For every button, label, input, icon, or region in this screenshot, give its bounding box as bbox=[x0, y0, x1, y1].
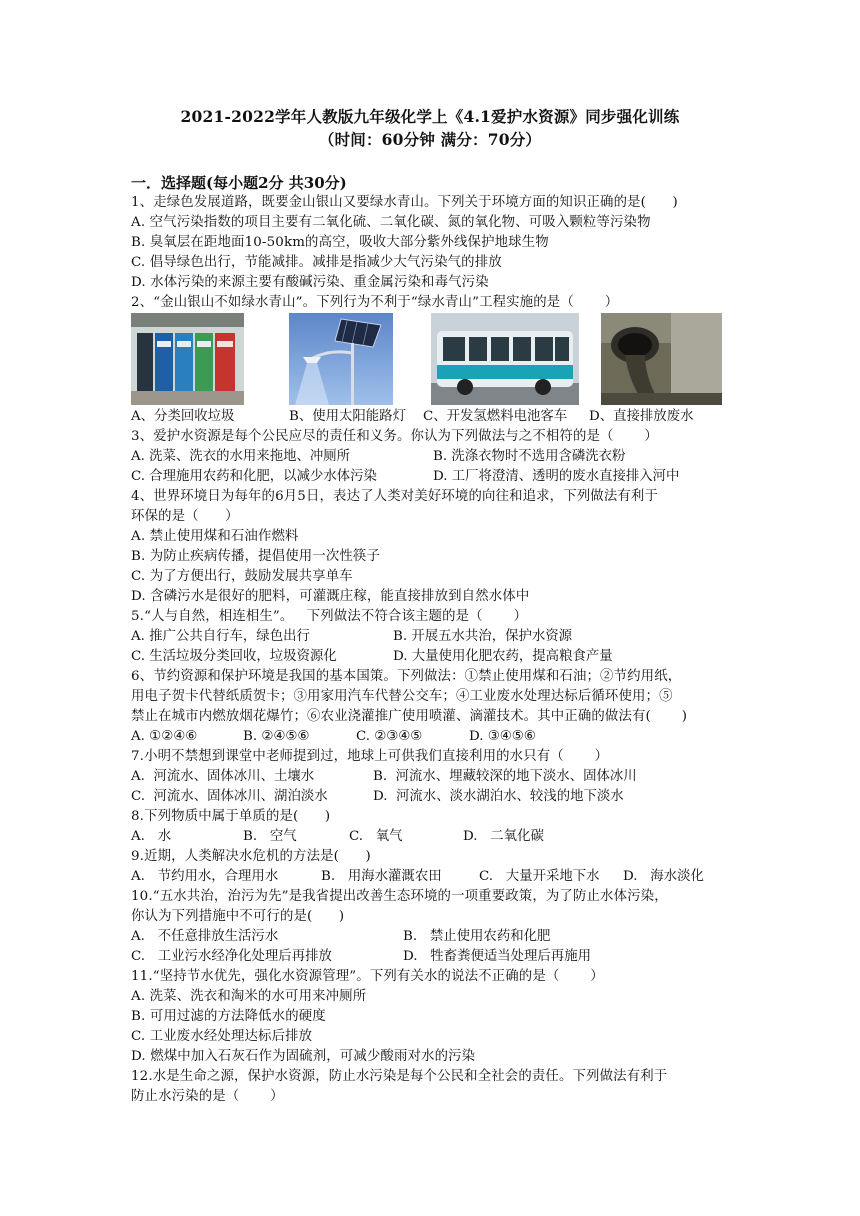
question-5-options-cd bbox=[131, 647, 731, 667]
question-3-option-a: A. 洗菜、洗衣的水用来拖地、冲厕所 bbox=[131, 449, 351, 464]
solar-street-light-image bbox=[289, 313, 393, 405]
question-4-option-b: B. 为防止疾病传播，提倡使用一次性筷子 bbox=[131, 549, 380, 564]
question-11-option-b: B. 可用过滤的方法降低水的硬度 bbox=[131, 1009, 326, 1024]
question-4-stem-line-1: 4、世界环境日为每年的6月5日，表达了人类对美好环境的向往和追求，下列做法有利于 bbox=[131, 489, 659, 504]
question-11-stem: 11.“坚持节水优先，强化水资源管理”。下列有关水的说法不正确的是（ ） bbox=[131, 969, 604, 984]
question-2-stem: 2、“金山银山不如绿水青山”。下列行为不利于“绿水青山”工程实施的是（ ） bbox=[131, 295, 619, 310]
question-3-options-cd bbox=[131, 467, 731, 487]
question-7-option-d: D. 河流水、淡水湖泊水、较浅的地下淡水 bbox=[373, 789, 624, 804]
question-1-stem: 1、走绿色发展道路，既要金山银山又要绿水青山。下列关于环境方面的知识正确的是( ) bbox=[131, 195, 678, 210]
question-11-option-d: D. 燃煤中加入石灰石作为固硫剂，可减少酸雨对水的污染 bbox=[131, 1049, 476, 1064]
question-9-options bbox=[131, 867, 751, 887]
question-6-stem-line-2: 用电子贺卡代替纸质贺卡；③用家用汽车代替公交车；④工业废水处理达标后循环使用；⑤ bbox=[131, 689, 673, 704]
question-11-option-c: C. 工业废水经处理达标后排放 bbox=[131, 1029, 313, 1044]
question-10-option-a: A. 不任意排放生活污水 bbox=[131, 929, 279, 944]
question-9-option-b: B. 用海水灌溉农田 bbox=[321, 869, 442, 884]
question-3-option-c: C. 合理施用农药和化肥，以减少水体污染 bbox=[131, 469, 377, 484]
question-8-option-c: C. 氧气 bbox=[349, 829, 403, 844]
question-2-option-b: B、使用太阳能路灯 bbox=[289, 409, 406, 424]
question-10-stem-line-2: 你认为下列措施中不可行的是( ) bbox=[131, 909, 345, 924]
wastewater-pipe-image bbox=[601, 313, 722, 405]
question-2-options bbox=[131, 407, 731, 427]
question-4-option-a: A. 禁止使用煤和石油作燃料 bbox=[131, 529, 299, 544]
question-9-option-a: A. 节约用水，合理用水 bbox=[131, 869, 279, 884]
question-1-option-d: D. 水体污染的来源主要有酸碱污染、重金属污染和毒气污染 bbox=[131, 275, 489, 290]
question-7-stem: 7.小明不禁想到课堂中老师提到过，地球上可供我们直接利用的水只有（ ） bbox=[131, 749, 609, 764]
question-2-option-d: D、直接排放废水 bbox=[589, 409, 694, 424]
question-3-option-b: B. 洗涤衣物时不选用含磷洗衣粉 bbox=[433, 449, 626, 464]
question-4-option-c: C. 为了方便出行，鼓励发展共享单车 bbox=[131, 569, 353, 584]
document-title: 2021-2022学年人教版九年级化学上《4.1爱护水资源》同步强化训练 bbox=[180, 107, 680, 126]
question-10-option-c: C. 工业污水经净化处理后再排放 bbox=[131, 949, 332, 964]
question-3-options-ab bbox=[131, 447, 731, 467]
question-8-stem: 8.下列物质中属于单质的是( ) bbox=[131, 809, 331, 824]
question-10-stem-line-1: 10.“五水共治，治污为先”是我省提出改善生态环境的一项重要政策，为了防止水体污染， bbox=[131, 889, 668, 904]
question-6-options bbox=[131, 727, 731, 747]
question-7-option-a: A. 河流水、固体冰川、土壤水 bbox=[131, 769, 315, 784]
question-3-option-d: D. 工厂将澄清、透明的废水直接排入河中 bbox=[433, 469, 680, 484]
question-6-option-c: C. ②③④⑤ bbox=[356, 729, 423, 744]
question-5-stem: 5.“人与自然，相连相生”。 下列做法不符合该主题的是（ ） bbox=[131, 609, 528, 624]
question-8-options bbox=[131, 827, 731, 847]
question-6-option-d: D. ③④⑤⑥ bbox=[469, 729, 536, 744]
question-11-option-a: A. 洗菜、洗衣和淘米的水可用来冲厕所 bbox=[131, 989, 367, 1004]
question-8-option-b: B. 空气 bbox=[243, 829, 297, 844]
question-8-option-d: D. 二氧化碳 bbox=[463, 829, 544, 844]
question-6-option-a: A. ①②④⑥ bbox=[131, 729, 198, 744]
question-1-option-c: C. 倡导绿色出行，节能减排。减排是指减少大气污染气的排放 bbox=[131, 255, 502, 270]
question-6-option-b: B. ②④⑤⑥ bbox=[243, 729, 310, 744]
question-10-option-b: B. 禁止使用农药和化肥 bbox=[403, 929, 551, 944]
question-5-options-ab bbox=[131, 627, 731, 647]
question-9-stem: 9.近期，人类解决水危机的方法是( ) bbox=[131, 849, 371, 864]
question-7-options-ab bbox=[131, 767, 731, 787]
question-8-option-a: A. 水 bbox=[131, 829, 172, 844]
question-1-option-a: A. 空气污染指数的项目主要有二氧化硫、二氧化碳、氮的氧化物、可吸入颗粒等污染物 bbox=[131, 215, 651, 230]
question-5-option-d: D. 大量使用化肥农药，提高粮食产量 bbox=[393, 649, 613, 664]
question-10-option-d: D. 牲畜粪便适当处理后再施用 bbox=[403, 949, 591, 964]
hydrogen-bus-image bbox=[431, 313, 579, 405]
question-9-option-c: C. 大量开采地下水 bbox=[479, 869, 600, 884]
question-4-option-d: D. 含磷污水是很好的肥料，可灌溉庄稼，能直接排放到自然水体中 bbox=[131, 589, 530, 604]
question-10-options-ab bbox=[131, 927, 731, 947]
question-2-option-a: A、分类回收垃圾 bbox=[131, 409, 235, 424]
question-4-stem-line-2: 环保的是（ ） bbox=[131, 509, 239, 524]
question-7-options-cd bbox=[131, 787, 731, 807]
exam-info: （时间：60分钟 满分：70分） bbox=[318, 130, 542, 149]
question-5-option-b: B. 开展五水共治，保护水资源 bbox=[393, 629, 573, 644]
question-1-option-b: B. 臭氧层在距地面10-50km的高空，吸收大部分紫外线保护地球生物 bbox=[131, 235, 549, 250]
question-10-options-cd bbox=[131, 947, 731, 967]
question-12-stem-line-2: 防止水污染的是（ ） bbox=[131, 1089, 284, 1104]
question-3-stem: 3、爱护水资源是每个公民应尽的责任和义务。你认为下列做法与之不相符的是（ ） bbox=[131, 429, 658, 444]
section-heading: 一．选择题(每小题2分 共30分) bbox=[131, 174, 347, 192]
question-7-option-b: B. 河流水、埋藏较深的地下淡水、固体冰川 bbox=[373, 769, 637, 784]
question-5-option-c: C. 生活垃圾分类回收，垃圾资源化 bbox=[131, 649, 337, 664]
question-2-option-c: C、开发氢燃料电池客车 bbox=[423, 409, 568, 424]
question-6-stem-line-3: 禁止在城市内燃放烟花爆竹；⑥农业浇灌推广使用喷灌、滴灌技术。其中正确的做法有( ) bbox=[131, 709, 688, 724]
question-9-option-d: D. 海水淡化 bbox=[623, 869, 704, 884]
question-12-stem-line-1: 12.水是生命之源，保护水资源，防止水污染是每个公民和全社会的责任。下列做法有利于 bbox=[131, 1069, 668, 1084]
recycling-bins-image bbox=[131, 313, 244, 405]
question-6-stem-line-1: 6、节约资源和保护环境是我国的基本国策。下列做法：①禁止使用煤和石油；②节约用纸， bbox=[131, 669, 682, 684]
question-7-option-c: C. 河流水、固体冰川、湖泊淡水 bbox=[131, 789, 328, 804]
question-5-option-a: A. 推广公共自行车，绿色出行 bbox=[131, 629, 310, 644]
